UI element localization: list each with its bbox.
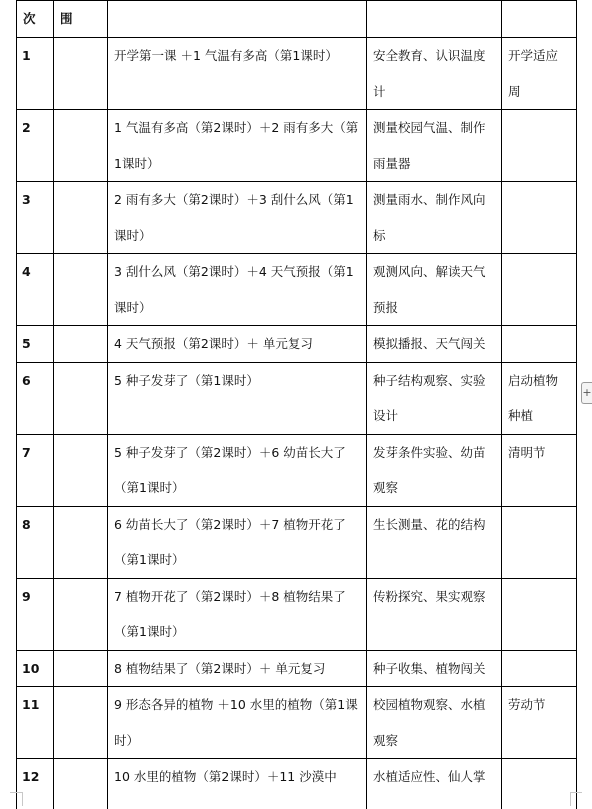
- table-row: [17, 687, 577, 759]
- activity-cell: 种子结构观察、实验设计: [367, 362, 502, 434]
- note-cell: [502, 506, 577, 578]
- content-cell: 5 种子发芽了（第1课时）: [108, 362, 367, 434]
- header-cell-range: 围: [54, 1, 108, 38]
- activity-cell: 生长测量、花的结构: [367, 506, 502, 578]
- activity-cell: 安全教育、认识温度计: [367, 38, 502, 110]
- note-cell: [502, 650, 577, 687]
- week-cell: 2: [17, 110, 54, 182]
- table-row: [17, 759, 577, 809]
- header-cell-activity: [367, 1, 502, 38]
- range-cell: [54, 506, 108, 578]
- page-corner-mark-right: [570, 792, 571, 806]
- table-row: [17, 506, 577, 578]
- note-cell: 劳动节: [502, 687, 577, 759]
- range-cell: [54, 687, 108, 759]
- range-cell: [54, 362, 108, 434]
- week-cell: 1: [17, 38, 54, 110]
- content-cell: 1 气温有多高（第2课时）＋2 雨有多大（第1课时）: [108, 110, 367, 182]
- note-cell: [502, 759, 577, 809]
- table-row: [17, 434, 577, 506]
- table-header-row: [17, 1, 577, 38]
- range-cell: [54, 578, 108, 650]
- content-cell: 2 雨有多大（第2课时）＋3 刮什么风（第1课时）: [108, 182, 367, 254]
- note-cell: [502, 182, 577, 254]
- range-cell: [54, 254, 108, 326]
- content-cell: 10 水里的植物（第2课时）＋11 沙漠中: [108, 759, 367, 809]
- header-cell-note: [502, 1, 577, 38]
- week-cell: 8: [17, 506, 54, 578]
- week-cell: 6: [17, 362, 54, 434]
- activity-cell: 测量雨水、制作风向标: [367, 182, 502, 254]
- note-cell: 清明节: [502, 434, 577, 506]
- page-corner-mark-left-h: [10, 792, 22, 793]
- table-row: [17, 362, 577, 434]
- range-cell: [54, 182, 108, 254]
- week-cell: 3: [17, 182, 54, 254]
- note-cell: [502, 326, 577, 363]
- content-cell: 6 幼苗长大了（第2课时）＋7 植物开花了（第1课时）: [108, 506, 367, 578]
- week-cell: 4: [17, 254, 54, 326]
- content-cell: 7 植物开花了（第2课时）＋8 植物结果了（第1课时）: [108, 578, 367, 650]
- week-cell: 10: [17, 650, 54, 687]
- page-corner-mark-left: [22, 792, 23, 806]
- table-row: [17, 254, 577, 326]
- note-cell: 启动植物种植: [502, 362, 577, 434]
- range-cell: [54, 110, 108, 182]
- activity-cell: 校园植物观察、水植观察: [367, 687, 502, 759]
- note-cell: [502, 578, 577, 650]
- content-cell: 5 种子发芽了（第2课时）＋6 幼苗长大了（第1课时）: [108, 434, 367, 506]
- activity-cell: 水植适应性、仙人掌: [367, 759, 502, 809]
- add-row-handle-icon[interactable]: +: [581, 382, 592, 404]
- week-cell: 5: [17, 326, 54, 363]
- page-corner-mark-right-h: [570, 792, 582, 793]
- activity-cell: 测量校园气温、制作雨量器: [367, 110, 502, 182]
- table-row: [17, 110, 577, 182]
- note-cell: 开学适应周: [502, 38, 577, 110]
- range-cell: [54, 326, 108, 363]
- note-cell: [502, 254, 577, 326]
- activity-cell: 模拟播报、天气闯关: [367, 326, 502, 363]
- activity-cell: 传粉探究、果实观察: [367, 578, 502, 650]
- content-cell: 3 刮什么风（第2课时）＋4 天气预报（第1课时）: [108, 254, 367, 326]
- activity-cell: 种子收集、植物闯关: [367, 650, 502, 687]
- week-cell: 9: [17, 578, 54, 650]
- range-cell: [54, 650, 108, 687]
- schedule-table: [16, 0, 577, 809]
- range-cell: [54, 38, 108, 110]
- table-row: [17, 326, 577, 363]
- week-cell: 12: [17, 759, 54, 809]
- table-row: [17, 578, 577, 650]
- content-cell: 9 形态各异的植物 ＋10 水里的植物（第1课时）: [108, 687, 367, 759]
- table-row: [17, 38, 577, 110]
- activity-cell: 观测风向、解读天气预报: [367, 254, 502, 326]
- note-cell: [502, 110, 577, 182]
- week-cell: 11: [17, 687, 54, 759]
- range-cell: [54, 434, 108, 506]
- header-cell-content: [108, 1, 367, 38]
- content-cell: 4 天气预报（第2课时）＋ 单元复习: [108, 326, 367, 363]
- week-cell: 7: [17, 434, 54, 506]
- header-cell-week: 次: [17, 1, 54, 38]
- activity-cell: 发芽条件实验、幼苗观察: [367, 434, 502, 506]
- content-cell: 开学第一课 ＋1 气温有多高（第1课时）: [108, 38, 367, 110]
- range-cell: [54, 759, 108, 809]
- table-row: [17, 650, 577, 687]
- table-row: [17, 182, 577, 254]
- content-cell: 8 植物结果了（第2课时）＋ 单元复习: [108, 650, 367, 687]
